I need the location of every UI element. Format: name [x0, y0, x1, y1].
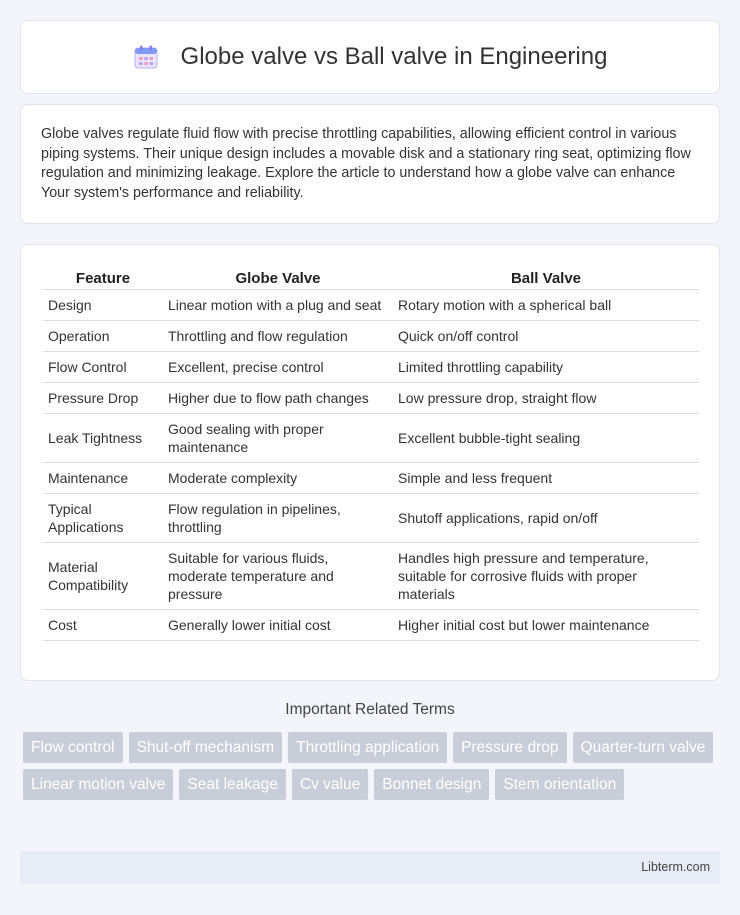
- tag-stem-orientation[interactable]: Stem orientation: [495, 769, 624, 800]
- table-cell-globe: Throttling and flow regulation: [163, 320, 393, 351]
- table-row: [43, 382, 699, 413]
- tag-bonnet-design[interactable]: Bonnet design: [374, 769, 489, 800]
- table-cell-globe: Flow regulation in pipelines, throttling: [163, 493, 393, 542]
- table-cell-ball: Simple and less frequent: [393, 462, 699, 493]
- tag-throttling-application[interactable]: Throttling application: [288, 732, 447, 763]
- table-row: [43, 351, 699, 382]
- table-cell-ball: Limited throttling capability: [393, 351, 699, 382]
- table-row: [43, 462, 699, 493]
- table-row: [43, 542, 699, 609]
- table-cell-globe: Suitable for various fluids, moderate temperature and pressure: [163, 542, 393, 609]
- table-cell-ball: Rotary motion with a spherical ball: [393, 289, 699, 320]
- column-header-ball-valve: Ball Valve: [393, 265, 699, 289]
- table-cell-globe: Good sealing with proper maintenance: [163, 413, 393, 462]
- table-row: [43, 493, 699, 542]
- tag-pressure-drop[interactable]: Pressure drop: [453, 732, 566, 763]
- table-row: [43, 609, 699, 640]
- related-terms-title: Important Related Terms: [285, 701, 455, 718]
- table-cell-ball: Quick on/off control: [393, 320, 699, 351]
- tag-linear-motion-valve[interactable]: Linear motion valve: [23, 769, 173, 800]
- comparison-table: [43, 265, 699, 641]
- column-header-feature: Feature: [43, 265, 163, 289]
- table-cell-feature: Leak Tightness: [43, 413, 163, 462]
- footer-brand-link[interactable]: Libterm.com: [641, 860, 710, 874]
- footer: [20, 851, 720, 884]
- column-header-globe-valve: Globe Valve: [163, 265, 393, 289]
- table-cell-feature: Cost: [43, 609, 163, 640]
- table-cell-globe: Higher due to flow path changes: [163, 382, 393, 413]
- table-cell-globe: Excellent, precise control: [163, 351, 393, 382]
- table-row: [43, 320, 699, 351]
- tag-flow-control[interactable]: Flow control: [23, 732, 123, 763]
- table-cell-ball: Higher initial cost but lower maintenance: [393, 609, 699, 640]
- table-cell-feature: Operation: [43, 320, 163, 351]
- table-cell-globe: Moderate complexity: [163, 462, 393, 493]
- intro-text: Globe valves regulate fluid flow with precise throttling capabilities, allowing efficient control in various piping systems. Their unique design includes a movable disk and a stationary ring seat, optimizing flow regulation and minimizing leakage. Explore the article to understand how a globe valve can enhance Your system's performance and reliability.: [41, 126, 691, 201]
- table-cell-feature: Pressure Drop: [43, 382, 163, 413]
- table-cell-feature: Maintenance: [43, 462, 163, 493]
- header-card: [20, 20, 720, 94]
- related-terms-list: [23, 732, 723, 806]
- table-header-row: [43, 265, 699, 289]
- table-cell-ball: Shutoff applications, rapid on/off: [393, 493, 699, 542]
- calendar-icon: [133, 44, 159, 70]
- tag-cv-value[interactable]: Cv value: [292, 769, 368, 800]
- table-cell-globe: Generally lower initial cost: [163, 609, 393, 640]
- tag-seat-leakage[interactable]: Seat leakage: [179, 769, 286, 800]
- table-cell-feature: Design: [43, 289, 163, 320]
- table-cell-ball: Handles high pressure and temperature, suitable for corrosive fluids with proper materials: [393, 542, 699, 609]
- table-cell-ball: Low pressure drop, straight flow: [393, 382, 699, 413]
- tag-quarter-turn-valve[interactable]: Quarter-turn valve: [573, 732, 714, 763]
- intro-card: [20, 104, 720, 224]
- table-cell-feature: Material Compatibility: [43, 542, 163, 609]
- table-cell-globe: Linear motion with a plug and seat: [163, 289, 393, 320]
- tag-shut-off-mechanism[interactable]: Shut-off mechanism: [129, 732, 283, 763]
- comparison-table-card: [20, 244, 720, 681]
- table-cell-feature: Flow Control: [43, 351, 163, 382]
- table-row: [43, 413, 699, 462]
- table-cell-ball: Excellent bubble-tight sealing: [393, 413, 699, 462]
- table-row: [43, 289, 699, 320]
- page-title: Globe valve vs Ball valve in Engineering: [180, 43, 608, 70]
- table-cell-feature: Typical Applications: [43, 493, 163, 542]
